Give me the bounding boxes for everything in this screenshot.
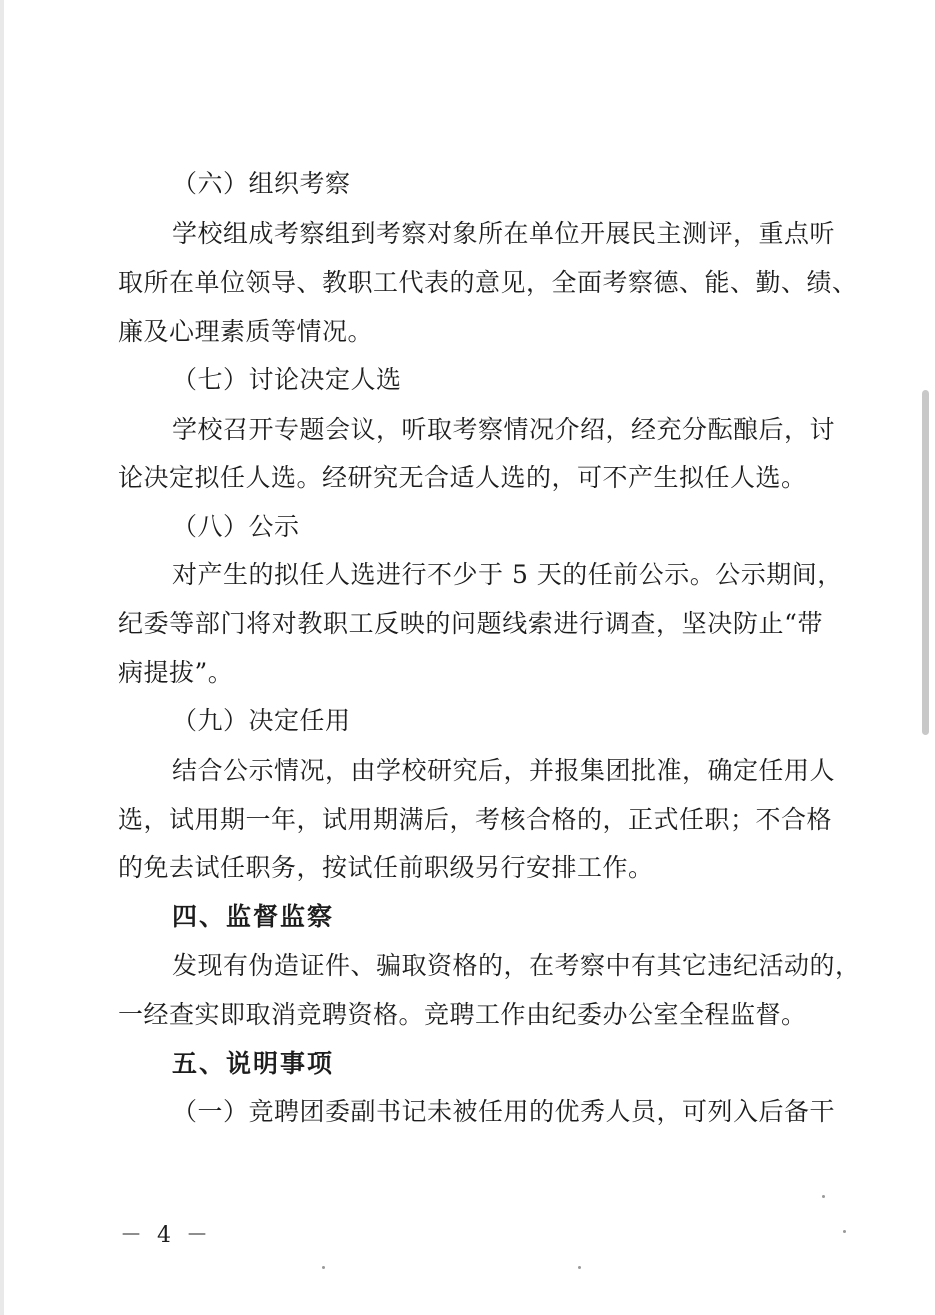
chapter-heading-4: 四、监督监察 — [172, 902, 335, 931]
section-heading-9: （九）决定任用 — [172, 706, 351, 735]
paragraph-line: 廉及心理素质等情况。 — [118, 317, 374, 346]
paragraph-line: 选，试用期一年，试用期满后，考核合格的，正式任职；不合格 — [118, 805, 833, 834]
paragraph-line: 学校召开专题会议，听取考察情况介绍，经充分酝酿后，讨 — [172, 415, 836, 444]
paragraph-line: 学校组成考察组到考察对象所在单位开展民主测评，重点听 — [172, 219, 836, 248]
paragraph-line: 结合公示情况，由学校研究后，并报集团批准，确定任用人 — [172, 756, 836, 785]
paragraph-line: 取所在单位领导、教职工代表的意见，全面考察德、能、勤、绩、 — [118, 268, 858, 297]
paragraph-line: （一）竞聘团委副书记未被任用的优秀人员，可列入后备干 — [172, 1097, 836, 1126]
scan-speck — [843, 1230, 846, 1233]
scan-speck — [578, 1266, 581, 1269]
paragraph-line: 对产生的拟任人选进行不少于 5 天的任前公示。公示期间， — [172, 560, 843, 589]
page-number: － 4 － — [120, 1223, 212, 1248]
paragraph-line: 纪委等部门将对教职工反映的问题线索进行调查，坚决防止“带 — [118, 609, 823, 638]
paragraph-line: 一经查实即取消竞聘资格。竞聘工作由纪委办公室全程监督。 — [118, 1000, 807, 1029]
paragraph-line: 的免去试任职务，按试任前职级另行安排工作。 — [118, 853, 654, 882]
chapter-heading-5: 五、说明事项 — [172, 1049, 335, 1078]
section-heading-8: （八）公示 — [172, 512, 300, 541]
scrollbar-thumb[interactable] — [922, 390, 929, 735]
section-heading-7: （七）讨论决定人选 — [172, 365, 402, 394]
scan-speck — [822, 1195, 825, 1198]
paragraph-line: 论决定拟任人选。经研究无合适人选的，可不产生拟任人选。 — [118, 463, 807, 492]
paragraph-line: 病提拔”。 — [118, 658, 234, 687]
paragraph-line: 发现有伪造证件、骗取资格的，在考察中有其它违纪活动的， — [172, 951, 861, 980]
section-heading-6: （六）组织考察 — [172, 169, 351, 198]
scan-speck — [322, 1266, 325, 1269]
